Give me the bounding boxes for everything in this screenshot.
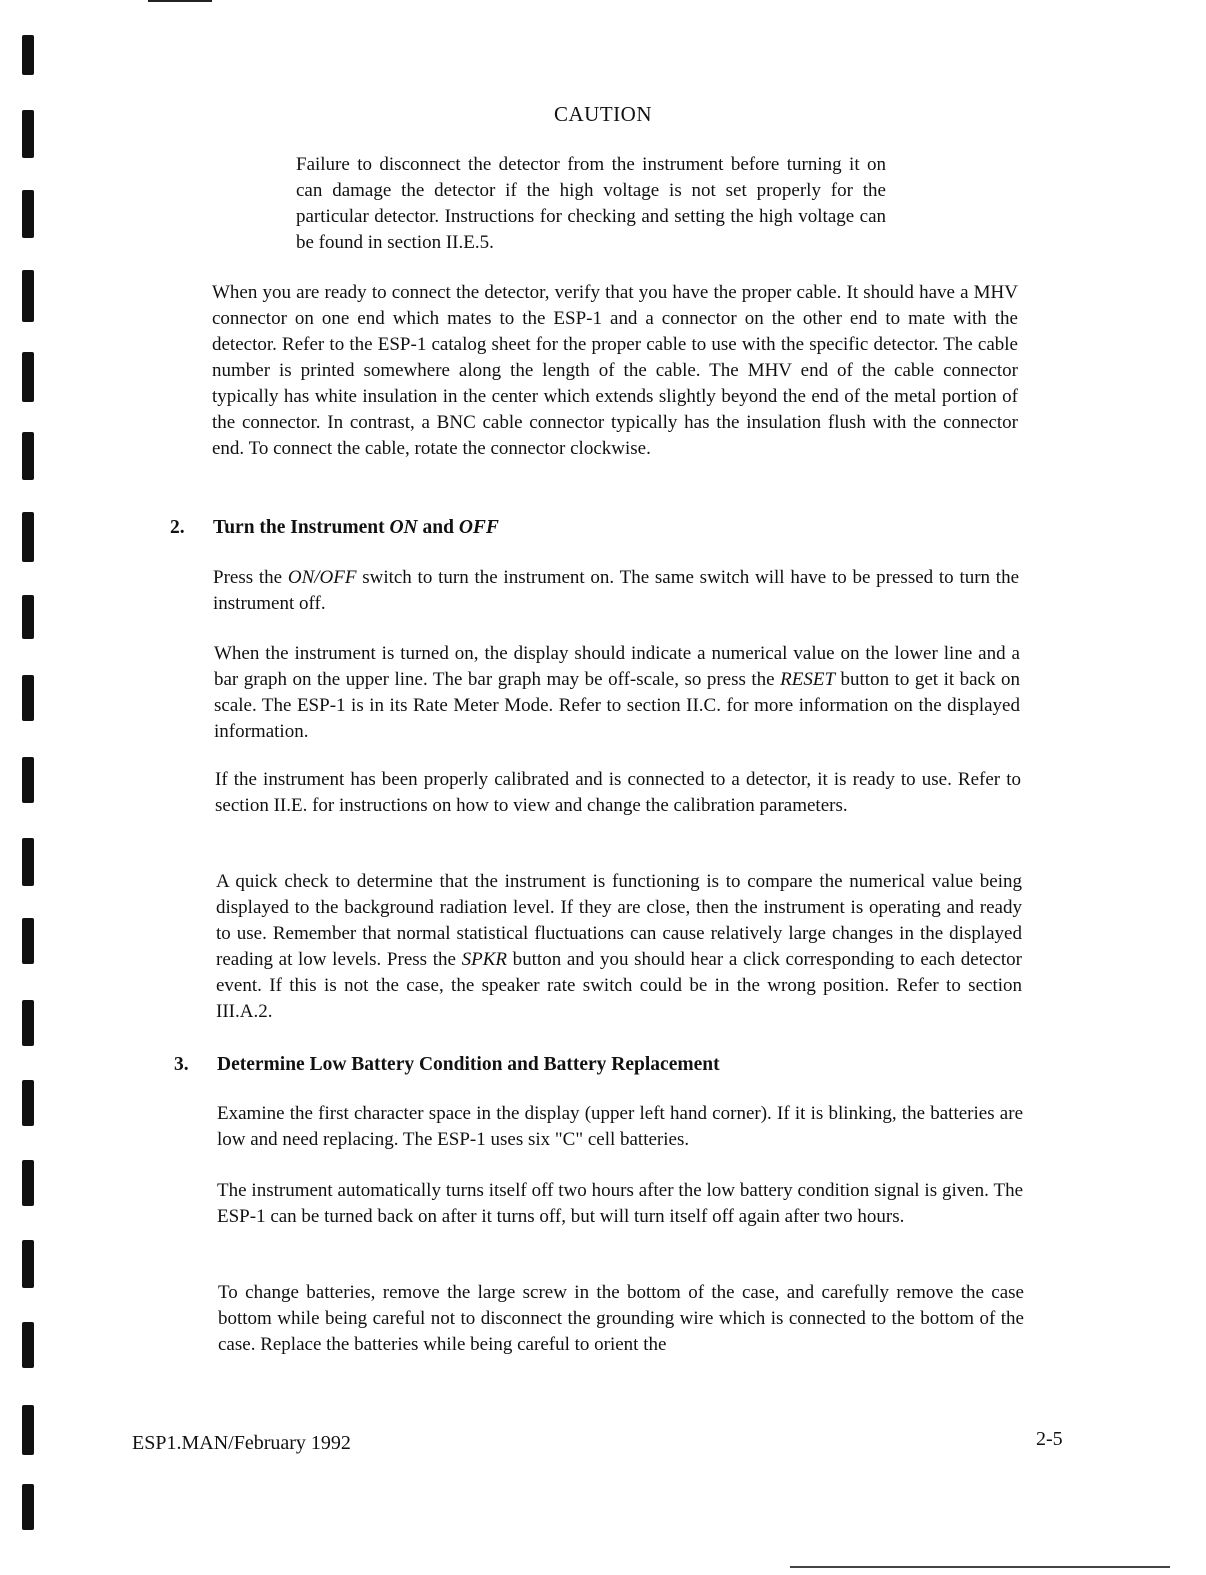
binder-mark <box>22 1080 34 1126</box>
section-title: Turn the Instrument ON and OFF <box>213 517 499 538</box>
bottom-rule <box>790 1566 1170 1568</box>
section-3-paragraph-2: The instrument automatically turns itself off two hours after the low battery condition signal is given. The ESP-1 can be turned back on after it turns off, but will turn itself off again after two hours. <box>217 1180 1023 1227</box>
top-rule <box>148 0 212 2</box>
binder-mark <box>22 757 34 803</box>
section-2-paragraph-1: Press the ON/OFF switch to turn the instrument on. The same switch will have to be pressed to turn the instrument off. <box>213 567 1020 614</box>
binder-mark <box>22 1484 34 1530</box>
caution-title: CAUTION <box>554 102 652 126</box>
binder-mark <box>22 35 34 75</box>
section-3-paragraph-3: To change batteries, remove the large screw in the bottom of the case, and carefully remove the case bottom while being careful not to disconnect the grounding wire which is connected to the bottom of the case. Replace the batteries while being careful to orient the <box>218 1282 1024 1355</box>
section-title: Determine Low Battery Condition and Battery Replacement <box>217 1054 720 1075</box>
binder-mark <box>22 918 34 964</box>
binder-mark <box>22 675 34 721</box>
connect-paragraph: When you are ready to connect the detector, verify that you have the proper cable. It should have a MHV connector on one end which mates to the ESP-1 and a connector on the other end to mate with the detector. Refer to the ESP-1 catalog sheet for the proper cable to use with the specific detector. The cable number is printed somewhere along the length of the cable. The MHV end of the cable connector typically has white insulation in the center which extends slightly beyond the end of the metal portion of the connector. In contrast, a BNC cable connector typically has the insulation flush with the connector end. To connect the cable, rotate the connector clockwise. <box>212 282 1018 459</box>
binder-mark <box>22 595 34 639</box>
binder-mark <box>22 1405 34 1455</box>
section-2-paragraph-3: If the instrument has been properly calibrated and is connected to a detector, it is ready to use. Refer to section II.E. for instructions on how to view and change the calibration parameters. <box>215 769 1021 816</box>
section-number: 2. <box>170 517 185 538</box>
caution-text: Failure to disconnect the detector from the instrument before turning it on can damage the detector if the high voltage is not set properly for the particular detector. Instructions for checking and setting the high voltage can be found in section II.E.5. <box>296 154 886 253</box>
page-number: 2-5 <box>1036 1428 1063 1450</box>
binder-mark <box>22 432 34 480</box>
footer-document-id: ESP1.MAN/February 1992 <box>132 1432 351 1454</box>
binder-mark <box>22 352 34 402</box>
binder-mark <box>22 512 34 562</box>
binder-mark <box>22 1322 34 1368</box>
binder-mark <box>22 1160 34 1206</box>
binder-mark <box>22 1000 34 1046</box>
section-2-paragraph-4: A quick check to determine that the instrument is functioning is to compare the numerical value being displayed to the background radiation level. If they are close, then the instrument is operating and ready to use. Remember that normal statistical fluctuations can cause relatively large changes in the displayed reading at low levels. Press the SPKR button and you should hear a click corresponding to each detector event. If this is not the case, the speaker rate switch could be in the wrong position. Refer to section III.A.2. <box>216 871 1022 1022</box>
binder-mark <box>22 270 34 322</box>
binder-mark <box>22 1240 34 1288</box>
section-2-paragraph-2: When the instrument is turned on, the display should indicate a numerical value on the lower line and a bar graph on the upper line. The bar graph may be off-scale, so press the RESET button to get it back on scale. The ESP-1 is in its Rate Meter Mode. Refer to section II.C. for more information on the displayed information. <box>214 643 1020 742</box>
binder-mark <box>22 838 34 886</box>
binder-mark <box>22 190 34 238</box>
section-number: 3. <box>174 1054 189 1075</box>
section-3-paragraph-1: Examine the first character space in the display (upper left hand corner). If it is blinking, the batteries are low and need replacing. The ESP-1 uses six "C" cell batteries. <box>217 1103 1023 1150</box>
